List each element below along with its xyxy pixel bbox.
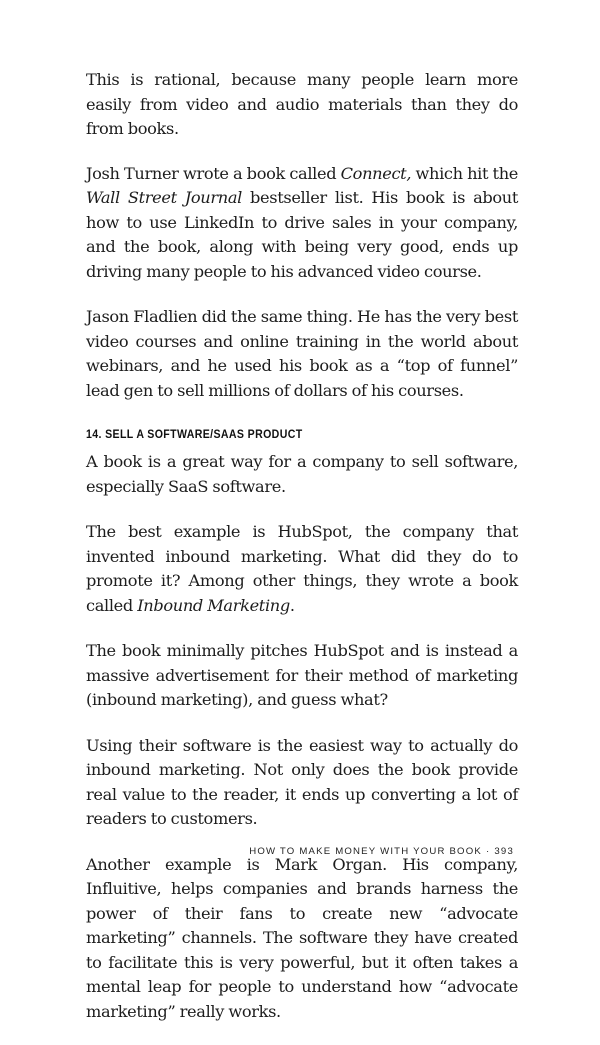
- paragraph-pitch: The book minimally pitches HubSpot and is instead a massive advertisement for their method of marketing (inbound marketing), and guess what?: [86, 641, 518, 709]
- hubspot-text-2: .: [289, 595, 295, 615]
- running-title: HOW TO MAKE MONEY WITH YOUR BOOK: [249, 846, 482, 857]
- page-number: 393: [494, 846, 514, 857]
- josh-text-2: which hit the: [411, 163, 518, 183]
- paragraph-josh-turner: [86, 162, 518, 285]
- hubspot-text-1: The best example is HubSpot, the company that invented inbound marketing. What did they do to promote it? Among other things, they wrote a book called: [86, 522, 518, 615]
- section-heading: 14. SELL A SOFTWARE/SAAS PRODUCT: [86, 429, 303, 441]
- book-title-connect: Connect,: [340, 163, 412, 183]
- paragraph-using-software: Using their software is the easiest way to actually do inbound marketing. Not only does the book provide real value to the reader, it ends up converting a lot of readers to customers.: [86, 735, 518, 828]
- paragraph-mark-organ: Another example is Mark Organ. His company, Influitive, helps companies and brands harness the power of their fans to create new “advocate marketing” channels. The software they have created to facilitate this is very powerful, but it often takes a mental leap for people to understand how “advocate marketing” really works.: [86, 854, 518, 1021]
- running-footer: [249, 846, 514, 857]
- josh-text-1: Josh Turner wrote a book called: [86, 163, 341, 183]
- wsj-title: Wall Street Journal: [86, 188, 242, 207]
- paragraph-rational: This is rational, because many people learn more easily from video and audio materials than they do from books.: [86, 70, 518, 138]
- josh-text-3: bestseller list. His book is about how to use LinkedIn to drive sales in your company, and the book, along with being very good, ends up driving many people to his advanced video course.: [86, 188, 519, 281]
- book-title-inbound-marketing: Inbound Marketing: [137, 595, 290, 615]
- paragraph-jason-fladlien: Jason Fladlien did the same thing. He has the very best video courses and online training in the world about webinars, and he used his book as a “top of funnel” lead gen to sell millions of dollars of his courses.: [86, 307, 518, 400]
- paragraph-hubspot: [86, 520, 518, 618]
- page-body: [86, 68, 518, 1045]
- paragraph-saas-intro: A book is a great way for a company to sell software, especially SaaS software.: [86, 452, 518, 496]
- footer-separator: ·: [485, 846, 491, 857]
